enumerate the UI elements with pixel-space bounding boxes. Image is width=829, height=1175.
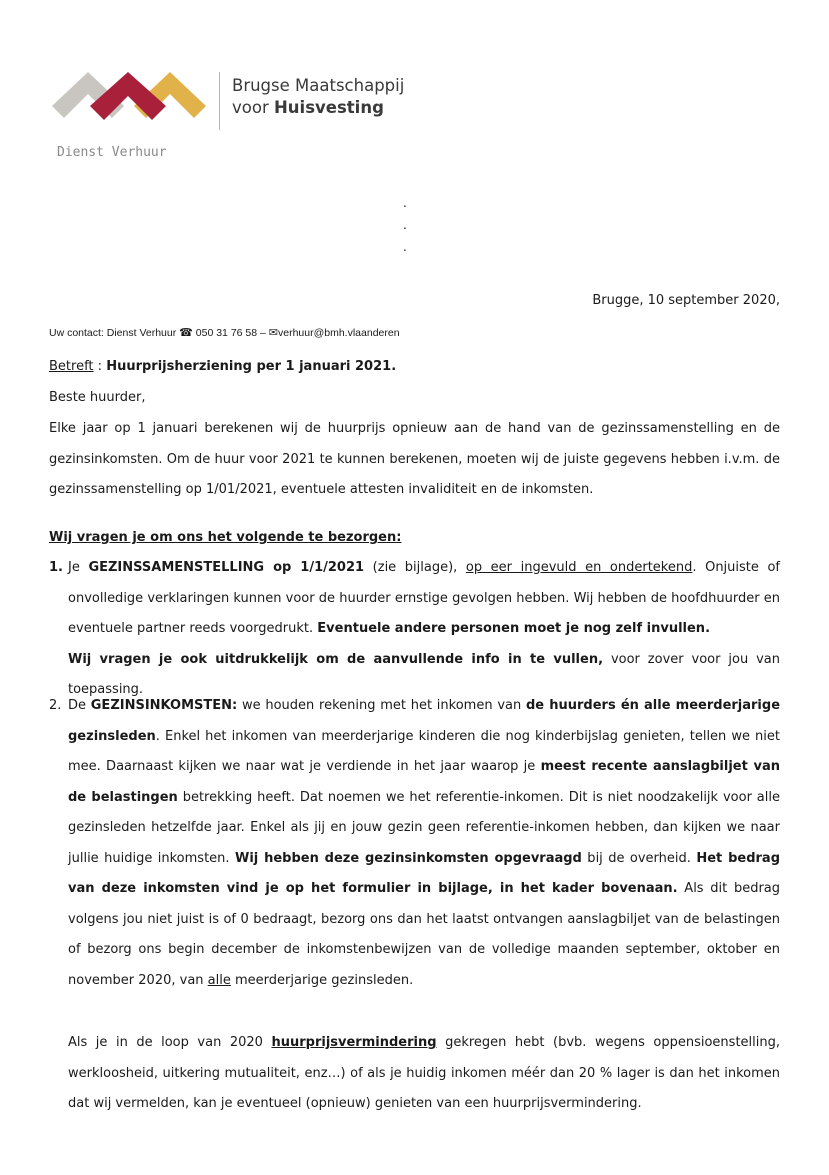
text-run: gekregen hebt (bvb. wegens oppensioenstelling, werkloosheid, uitkering mutualiteit, enz…) of als je huidig inkomen méér dan 20 % lager is dan het inkomen dat wij vermelden, kan je eventueel (opnieuw) genieten van een huurprijsvermindering. — [68, 1035, 780, 1111]
contact-phone: 050 31 76 58 — [195, 327, 258, 339]
logo-mark-icon — [52, 68, 212, 130]
address-dot: . — [403, 196, 407, 210]
greeting: Beste huurder, — [49, 390, 146, 405]
org-name-line1: Brugse Maatschappij — [232, 76, 405, 95]
bmh-logo — [52, 68, 412, 130]
text-run: voor zover voor jou van toepassing. — [68, 651, 780, 697]
request-heading-text: Wij vragen je om ons het volgende te bezorgen: — [49, 530, 402, 545]
text-run: bij de overheid. — [581, 850, 697, 866]
address-dot: . — [403, 218, 407, 232]
bold-run: Wij vragen je ook uitdrukkelijk om de aanvullende info in te vullen, — [68, 651, 604, 667]
address-placeholder — [403, 192, 407, 258]
text-run: De — [68, 698, 91, 713]
list-item-body — [68, 553, 780, 706]
bold-run: Wij hebben deze gezinsinkomsten opgevraagd — [234, 850, 582, 866]
bold-run: GEZINSSAMENSTELLING op 1/1/2021 — [88, 560, 365, 575]
address-dot: . — [403, 240, 407, 254]
list-item-body — [68, 691, 780, 996]
subject-colon: : — [93, 359, 107, 374]
contact-line — [49, 326, 400, 339]
logo-divider — [219, 72, 220, 130]
list-item-gezinssamenstelling — [49, 553, 780, 706]
bold-run: meest recente aanslagbiljet van de belastingen — [68, 759, 780, 805]
text-run: Als dit bedrag volgens jou niet juist is of 0 bedraagt, bezorg ons dan het laatst ontvangen aanslagbiljet van de belastingen of bezorg ons begin december de inkomstenbewijzen van de volledige maanden september, oktober en november 2020, van — [68, 881, 781, 988]
envelope-icon: ✉ — [268, 327, 278, 339]
contact-label: Uw contact: Dienst Verhuur — [49, 327, 177, 339]
org-name-emphasis: Huisvesting — [274, 98, 384, 117]
department-label: Dienst Verhuur — [57, 145, 167, 160]
intro-paragraph: Elke jaar op 1 januari berekenen wij de huurprijs opnieuw aan de hand van de gezinssamenstelling en de gezinsinkomsten. Om de huur voor 2021 te kunnen berekenen, moeten wij de juiste gegevens hebben i.v.m. de gezinssamenstelling op 1/01/2021, eventuele attesten invaliditeit en de inkomsten. — [49, 421, 780, 497]
bold-run: Het bedrag van deze inkomsten vind je op het formulier in bijlage, in het kader bovenaan. — [68, 850, 781, 896]
org-name-prefix: voor — [232, 98, 269, 117]
text-run: Als je in de loop van 2020 — [68, 1035, 272, 1050]
letter-date: Brugge, 10 september 2020, — [592, 293, 780, 308]
request-heading — [49, 523, 401, 554]
text-run: . Onjuiste of onvolledige verklaringen kunnen voor de huurder ernstige gevolgen hebben. Wij hebben de hoofdhuurder en eventuele partner reeds voorgedrukt. — [68, 560, 781, 636]
subject-line — [49, 352, 396, 383]
bold-run: Eventuele andere personen moet je nog zelf invullen. — [317, 621, 711, 636]
underlined-run: op eer ingevuld en ondertekend — [465, 560, 693, 575]
text-run: meerderjarige gezinsleden. — [230, 972, 414, 988]
contact-separator: – — [260, 327, 266, 339]
subject-text: Huurprijsherziening per 1 januari 2021. — [106, 359, 397, 374]
contact-email: verhuur@bmh.vlaanderen — [278, 327, 400, 339]
bold-underlined-run: huurprijsvermindering — [271, 1035, 437, 1050]
text-run: (zie bijlage), — [364, 560, 466, 575]
phone-icon: ☎ — [179, 327, 193, 339]
text-run: . Enkel het inkomen van meerderjarige kinderen die nog kinderbijslag genieten, tellen we niet mee. Daarnaast kijken we naar wat je verdiende in het jaar waarop je — [68, 728, 780, 774]
list-item-gezinsinkomsten — [49, 691, 780, 996]
list-number: 2. — [49, 698, 62, 713]
text-run: Je — [68, 560, 89, 575]
bold-run: GEZINSINKOMSTEN: — [90, 698, 238, 713]
subject-label: Betreft — [49, 359, 94, 374]
text-run: we houden rekening met het inkomen van — [237, 698, 526, 713]
rent-reduction-paragraph — [68, 1028, 780, 1120]
underlined-run: alle — [207, 972, 231, 988]
list-number: 1. — [49, 560, 63, 575]
bold-run: de huurders én alle meerderjarige gezinsleden — [68, 698, 781, 744]
logo-red-chevron — [90, 72, 166, 120]
text-run: betrekking heeft. Dat noemen we het referentie-inkomen. Dit is niet noodzakelijk voor alle gezinsleden hetzelfde jaar. Enkel als jij en jouw gezin geen referentie-inkomen hebben, dan kijken we naar jullie huidige inkomsten. — [68, 789, 780, 866]
